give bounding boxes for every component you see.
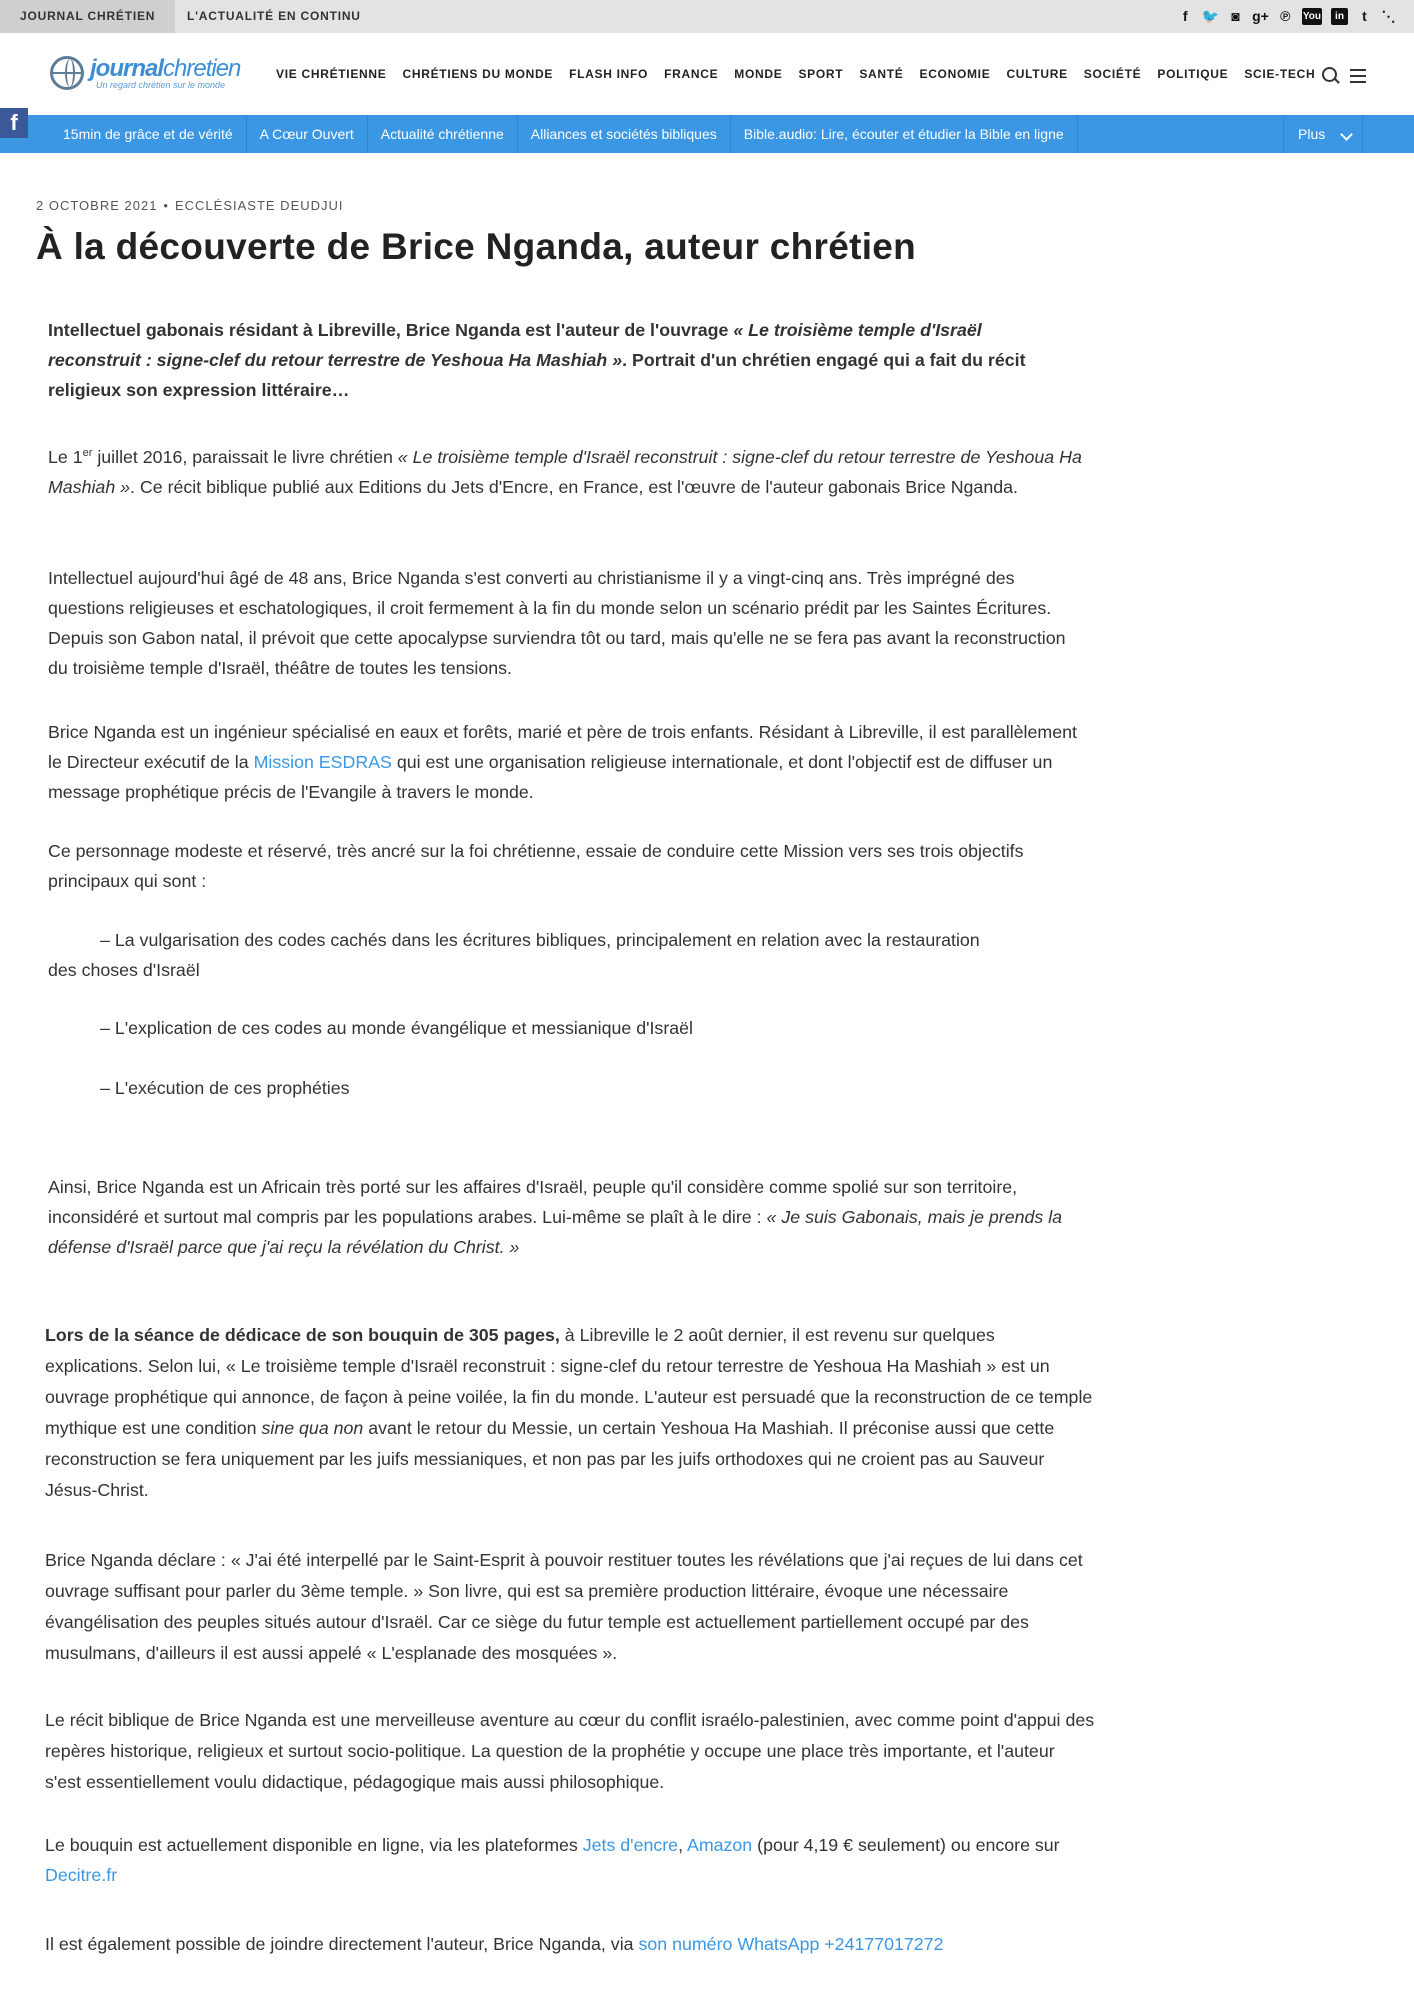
paragraph: Il est également possible de joindre directement l'auteur, Brice Nganda, via son numéro WhatsApp +24177017272	[45, 1934, 944, 1954]
paragraph: Brice Nganda est un ingénieur spécialisé en eaux et forêts, marié et père de trois enfants. Résidant à Libreville, il est parallèlement le Directeur exécutif de la Mission ESDRAS qui est une organisation religieuse internationale, et dont l'objectif est de diffuser un message prophétique précis de l'Evangile à travers le monde.	[48, 722, 1077, 802]
linkedin-icon[interactable]: in	[1331, 8, 1348, 25]
social-links	[1178, 8, 1396, 25]
twitter-icon[interactable]: 🐦	[1201, 8, 1220, 24]
instagram-icon[interactable]: ◙	[1231, 8, 1240, 24]
decitre-link[interactable]: Decitre.fr	[45, 1865, 118, 1885]
nav-item[interactable]: SANTÉ	[859, 67, 904, 81]
paragraph: Brice Nganda déclare : « J'ai été interpellé par le Saint-Esprit à pouvoir restituer toutes les révélations que j'ai reçues de lui dans cet ouvrage suffisant pour parler du 3ème temple. » Son livre, qui est sa première production littéraire, évoque une nécessaire évangélisation des peuples situés autour d'Israël. Car ce siège du futur temple est actuellement partiellement occupé par des musulmans, d'ailleurs il est aussi appelé « L'esplanade des mosquées ».	[45, 1550, 1083, 1663]
more-label: Plus	[1298, 126, 1326, 142]
paragraph: Ce personnage modeste et réservé, très ancré sur la foi chrétienne, essaie de conduire cette Mission vers ses trois objectifs principaux qui sont :	[48, 841, 1024, 891]
category-nav-item[interactable]: A Cœur Ouvert	[247, 115, 368, 153]
search-icon[interactable]	[1322, 67, 1337, 82]
category-nav-item[interactable]: Bible.audio: Lire, écouter et étudier la Bible en ligne	[731, 115, 1078, 153]
article-intro: Intellectuel gabonais résidant à Libreville, Brice Nganda est l'auteur de l'ouvrage « Le troisième temple d'Israël reconstruit : signe-clef du retour terrestre de Yeshoua Ha Mashiah ». Portrait d'un chrétien engagé qui a fait du récit religieux son expression littéraire…	[48, 320, 1026, 400]
paragraph: Le récit biblique de Brice Nganda est une merveilleuse aventure au cœur du conflit israélo-palestinien, avec comme point d'appui des repères historique, religieux et surtout socio-politique. La question de la prophétie y occupe une place très importante, et l'auteur s'est essentiellement voulu didactique, pédagogique mais aussi philosophique.	[45, 1710, 1095, 1792]
nav-item[interactable]: SOCIÉTÉ	[1083, 67, 1142, 81]
paragraph: Lors de la séance de dédicace de son bouquin de 305 pages, à Libreville le 2 août dernier, il est revenu sur quelques explications. Selon lui, « Le troisième temple d'Israël reconstruit : signe-clef du retour terrestre de Yeshoua Ha Mashiah » est un ouvrage prophétique qui annonce, de façon à peine voilée, la fin du monde. L'auteur est persuadé que la reconstruction de ce temple mythique est une condition sine qua non avant le retour du Messie, un certain Yeshoua Ha Mashiah. Il préconise aussi que cette reconstruction se fera uniquement par les juifs messianiques, et non pas par les juifs orthodoxes qui ne croient pas au Sauveur Jésus-Christ.	[45, 1325, 1093, 1500]
paragraph: Intellectuel aujourd'hui âgé de 48 ans, Brice Nganda s'est converti au christianisme il y a vingt-cinq ans. Très imprégné des questions religieuses et eschatologiques, il croit fermement à la fin du monde selon un scénario prédit par les Saintes Écritures. Depuis son Gabon natal, il prévoit que cette apocalypse surviendra tôt ou tard, mais qu'elle ne se fera pas avant la reconstruction du troisième temple d'Israël, théâtre de toutes les tensions.	[48, 568, 1066, 678]
nav-item[interactable]: ECONOMIE	[919, 67, 991, 81]
globe-icon	[50, 56, 84, 90]
site-logo[interactable]: journalchretien Un regard chrétien sur le monde	[50, 55, 240, 95]
google-plus-icon[interactable]: g+	[1252, 8, 1269, 24]
rss-icon[interactable]: ⋱	[1381, 8, 1396, 24]
more-menu-button[interactable]	[1283, 115, 1363, 153]
main-nav	[276, 33, 1315, 115]
tagline-tag[interactable]: L'ACTUALITÉ EN CONTINU	[187, 9, 361, 23]
facebook-share-icon[interactable]: f	[0, 108, 28, 138]
nav-item[interactable]: CULTURE	[1006, 67, 1068, 81]
nav-item[interactable]: VIE CHRÉTIENNE	[276, 67, 387, 81]
article-author[interactable]: ECCLÉSIASTE DEUDJUI	[174, 198, 344, 213]
list-item: – L'exécution de ces prophéties	[100, 1078, 350, 1098]
site-header	[0, 33, 1414, 115]
article-meta: 2 OCTOBRE 2021 • ECCLÉSIASTE DEUDJUI	[36, 198, 344, 213]
category-nav	[0, 115, 1414, 153]
nav-item[interactable]: FLASH INFO	[569, 67, 649, 81]
tumblr-icon[interactable]: t	[1362, 8, 1367, 24]
nav-item[interactable]: POLITIQUE	[1157, 67, 1229, 81]
mission-esdras-link[interactable]: Mission ESDRAS	[253, 752, 392, 772]
site-name-tag[interactable]: JOURNAL CHRÉTIEN	[0, 0, 175, 33]
nav-item[interactable]: SCIE-TECH	[1244, 67, 1316, 81]
category-nav-item[interactable]: 15min de grâce et de vérité	[50, 115, 247, 153]
pinterest-icon[interactable]: ℗	[1280, 8, 1291, 24]
list-item-continued: des choses d'Israël	[48, 960, 200, 980]
chevron-down-icon	[1340, 128, 1353, 141]
whatsapp-link[interactable]: son numéro WhatsApp +24177017272	[638, 1934, 944, 1954]
article-title: À la découverte de Brice Nganda, auteur chrétien	[36, 226, 917, 267]
list-item: – La vulgarisation des codes cachés dans les écritures bibliques, principalement en relation avec la restauration	[100, 930, 980, 950]
top-bar	[0, 0, 1414, 33]
jets-d-encre-link[interactable]: Jets d'encre	[582, 1835, 679, 1855]
list-item: – L'explication de ces codes au monde évangélique et messianique d'Israël	[100, 1018, 693, 1038]
logo-tagline: Un regard chrétien sur le monde	[96, 80, 226, 90]
paragraph: Ainsi, Brice Nganda est un Africain très porté sur les affaires d'Israël, peuple qu'il considère comme spolié sur son territoire, inconsidéré et surtout mal compris par les populations arabes. Lui-même se plaît à le dire : « Je suis Gabonais, mais je prends la défense d'Israël parce que j'ai reçu la révélation du Christ. »	[48, 1177, 1063, 1257]
nav-item[interactable]: CHRÉTIENS DU MONDE	[402, 67, 554, 81]
paragraph: Le 1er juillet 2016, paraissait le livre chrétien « Le troisième temple d'Israël reconstruit : signe-clef du retour terrestre de Yeshoua Ha Mashiah ». Ce récit biblique publié aux Editions du Jets d'Encre, en France, est l'œuvre de l'auteur gabonais Brice Nganda.	[48, 446, 1082, 497]
category-nav-item[interactable]: Actualité chrétienne	[368, 115, 518, 153]
nav-item[interactable]: FRANCE	[664, 67, 719, 81]
hamburger-menu-icon[interactable]	[1350, 69, 1366, 87]
amazon-link[interactable]: Amazon	[686, 1835, 753, 1855]
nav-item[interactable]: SPORT	[798, 67, 844, 81]
nav-item[interactable]: MONDE	[734, 67, 783, 81]
paragraph: Le bouquin est actuellement disponible en ligne, via les plateformes Jets d'encre, Amazon (pour 4,19 € seulement) ou encore sur Decitre.fr	[45, 1835, 1060, 1885]
article-date: 2 OCTOBRE 2021	[36, 198, 158, 213]
facebook-icon[interactable]: f	[1182, 8, 1188, 24]
youtube-icon[interactable]: You	[1302, 8, 1322, 25]
category-nav-item[interactable]: Alliances et sociétés bibliques	[518, 115, 731, 153]
